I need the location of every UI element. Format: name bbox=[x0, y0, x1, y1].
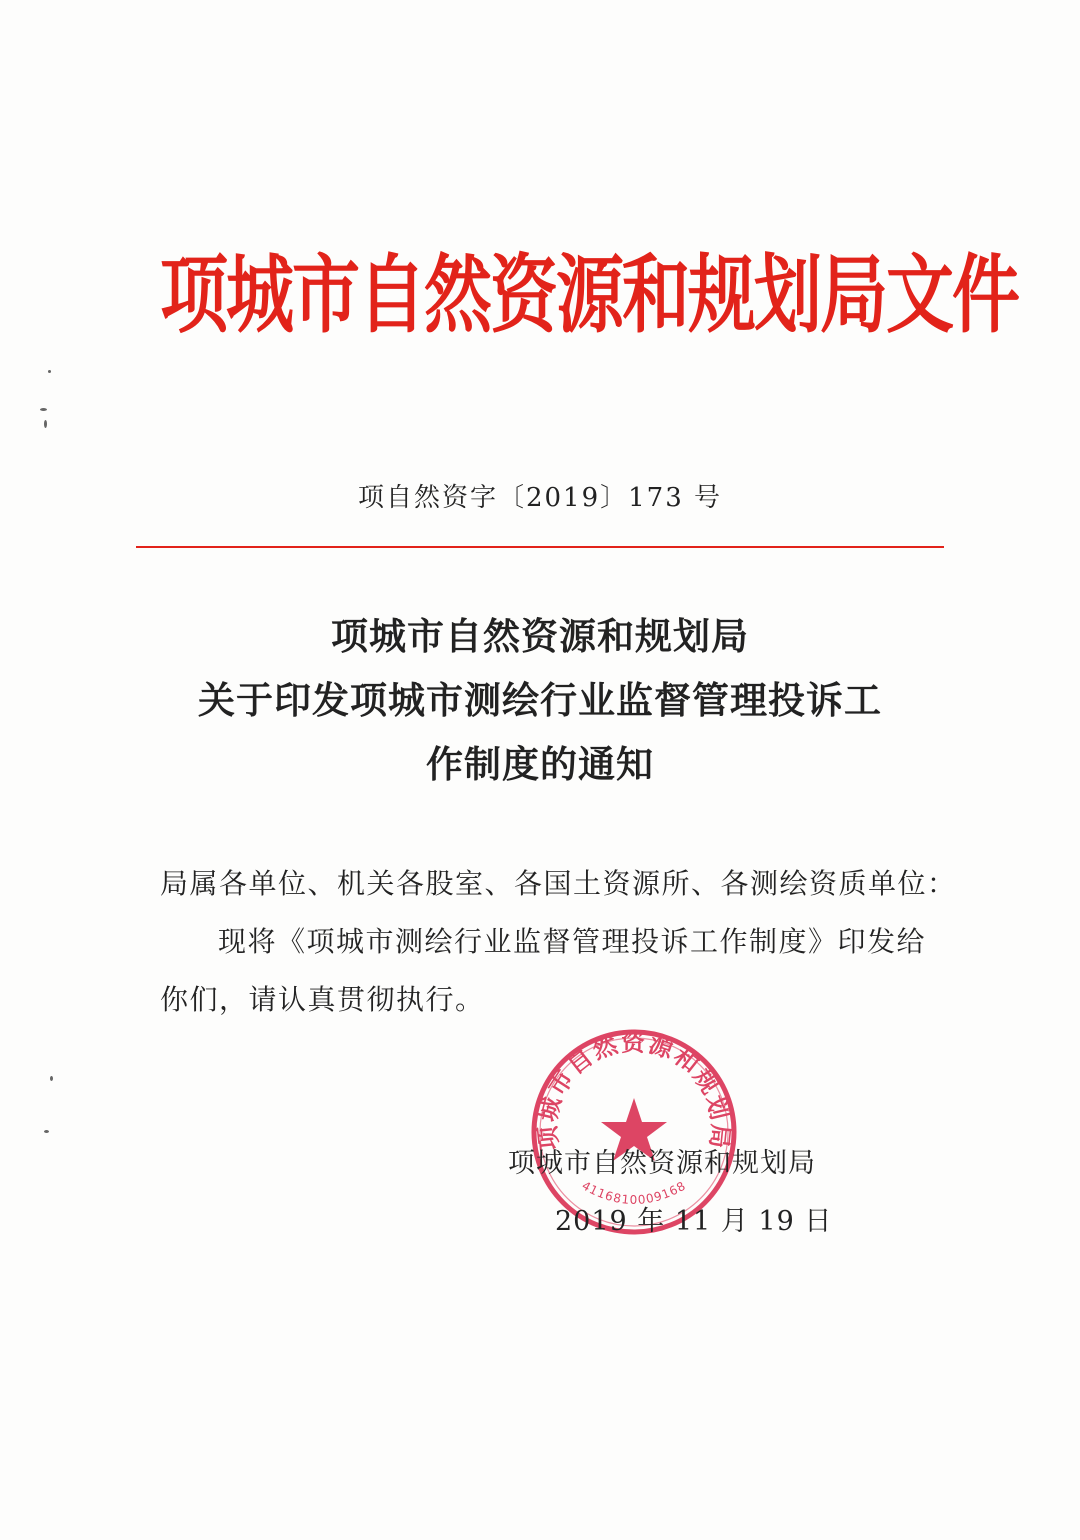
body-paragraph-line-2: 你们，请认真贯彻执行。 bbox=[160, 983, 485, 1016]
salutation: 局属各单位、机关各股室、各国土资源所、各测绘资质单位： bbox=[160, 867, 957, 900]
title-line-2: 关于印发项城市测绘行业监督管理投诉工 bbox=[198, 678, 882, 722]
scan-speck bbox=[50, 1076, 53, 1081]
red-divider-line bbox=[136, 546, 944, 548]
document-number: 项自然资字〔2019〕173 号 bbox=[357, 483, 723, 513]
scan-speck bbox=[44, 1130, 49, 1133]
title-line-1: 项城市自然资源和规划局 bbox=[331, 614, 749, 658]
signature-issuer: 项城市自然资源和规划局 bbox=[508, 1148, 816, 1179]
scan-speck bbox=[40, 408, 47, 411]
title-line-3: 作制度的通知 bbox=[426, 742, 654, 786]
signature-date: 2019 年 11 月 19 日 bbox=[555, 1206, 833, 1237]
document-title bbox=[140, 604, 940, 796]
seal-text: 项城市自然资源和规划局 bbox=[533, 1028, 735, 1152]
body-paragraph-line-1: 现将《项城市测绘行业监督管理投诉工作制度》印发给 bbox=[218, 925, 927, 958]
scan-speck bbox=[44, 420, 47, 428]
issuer-heading: 项城市自然资源和规划局文件 bbox=[160, 247, 1019, 346]
seal-code: 4116810009168 bbox=[579, 1178, 689, 1207]
scan-speck bbox=[48, 370, 51, 373]
